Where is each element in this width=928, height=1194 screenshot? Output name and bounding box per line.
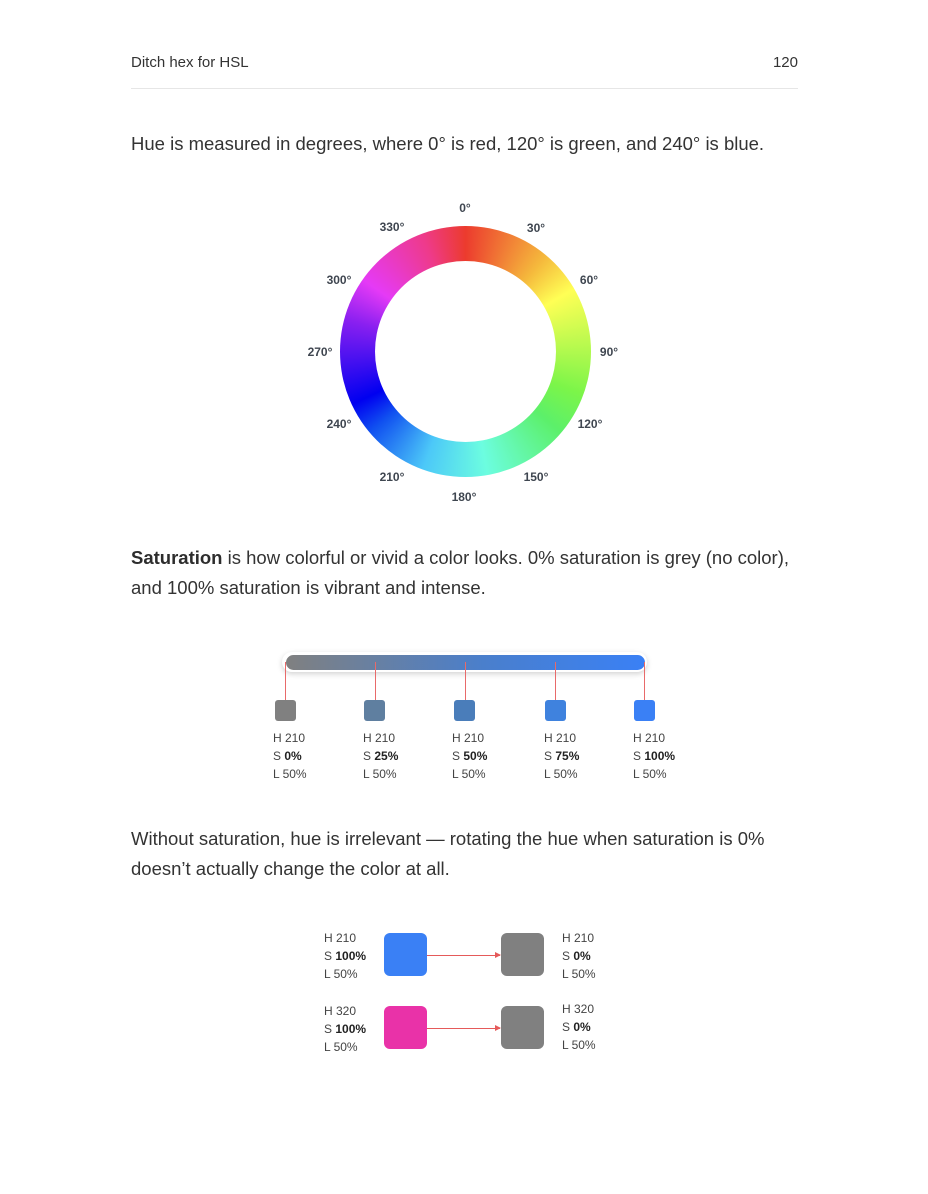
running-header-title: Ditch hex for HSL	[131, 54, 249, 71]
hue-value: H 210	[452, 731, 485, 745]
saturated-swatch	[384, 933, 427, 976]
lightness-value: L 50%	[633, 767, 667, 781]
hue-value: H 320	[562, 1002, 595, 1016]
saturation-value: S 50%	[452, 749, 488, 763]
hue-value: H 210	[544, 731, 577, 745]
hue-wheel-diagram	[300, 195, 630, 510]
hsl-label	[363, 729, 398, 783]
hue-label-300: 300°	[326, 273, 352, 287]
swatch-connector	[375, 662, 376, 700]
hue-label-30: 30°	[526, 221, 546, 235]
swatch-connector	[465, 662, 466, 700]
saturation-value: S 100%	[324, 1022, 367, 1036]
saturation-swatch-25	[364, 700, 385, 721]
hsl-label	[633, 729, 675, 783]
saturation-paragraph	[131, 543, 801, 603]
hue-label-60: 60°	[579, 273, 599, 287]
lightness-value: L 50%	[273, 767, 307, 781]
hue-value: H 210	[324, 931, 357, 945]
hue-label-120: 120°	[577, 417, 603, 431]
header-divider	[131, 88, 798, 89]
saturation-value: S 100%	[324, 949, 367, 963]
desaturated-swatch	[501, 933, 544, 976]
swatch-connector	[285, 662, 286, 700]
saturated-swatch	[384, 1006, 427, 1049]
saturation-term: Saturation	[131, 547, 223, 568]
saturation-value: S 100%	[633, 749, 676, 763]
saturation-value: S 0%	[562, 949, 591, 963]
desaturated-swatch	[501, 1006, 544, 1049]
swatch-connector	[644, 662, 645, 700]
hue-value: H 210	[363, 731, 396, 745]
saturation-description: is how colorful or vivid a color looks. 0% saturation is grey (no color), and 100% saturation is vibrant and intense.	[131, 547, 790, 598]
saturation-value: S 75%	[544, 749, 580, 763]
hsl-label	[324, 929, 366, 983]
hue-paragraph: Hue is measured in degrees, where 0° is red, 120° is green, and 240° is blue.	[131, 133, 765, 154]
swatch-connector	[555, 662, 556, 700]
saturation-swatch-75	[545, 700, 566, 721]
hue-label-90: 90°	[599, 345, 619, 359]
hsl-label	[273, 729, 307, 783]
hue-value: H 210	[633, 731, 666, 745]
hue-rotation-diagram	[320, 925, 620, 1060]
saturation-swatch-50	[454, 700, 475, 721]
hue-value: H 210	[562, 931, 595, 945]
hue-label-330: 330°	[379, 220, 405, 234]
hsl-label	[544, 729, 579, 783]
hue-value: H 320	[324, 1004, 357, 1018]
hsl-label	[324, 1002, 366, 1056]
hsl-label	[562, 1000, 596, 1054]
hue-label-180: 180°	[451, 490, 477, 504]
saturation-swatch-0	[275, 700, 296, 721]
hue-label-270: 270°	[307, 345, 333, 359]
hue-label-0: 0°	[459, 201, 471, 215]
without-saturation-paragraph: Without saturation, hue is irrelevant — rotating the hue when saturation is 0% doesn’t actually change the color at all.	[131, 828, 765, 879]
arrow-right-icon	[427, 955, 500, 956]
hue-ring-center	[375, 261, 556, 442]
lightness-value: L 50%	[562, 967, 596, 981]
hue-label-210: 210°	[379, 470, 405, 484]
lightness-value: L 50%	[324, 967, 358, 981]
hsl-label	[562, 929, 596, 983]
saturation-value: S 0%	[273, 749, 302, 763]
lightness-value: L 50%	[562, 1038, 596, 1052]
lightness-value: L 50%	[324, 1040, 358, 1054]
saturation-scale-diagram	[270, 650, 690, 790]
hue-value: H 210	[273, 731, 306, 745]
page-number: 120	[772, 54, 798, 71]
lightness-value: L 50%	[363, 767, 397, 781]
arrow-right-icon	[427, 1028, 500, 1029]
saturation-value: S 0%	[562, 1020, 591, 1034]
saturation-swatch-100	[634, 700, 655, 721]
lightness-value: L 50%	[452, 767, 486, 781]
hue-label-240: 240°	[326, 417, 352, 431]
lightness-value: L 50%	[544, 767, 578, 781]
hsl-label	[452, 729, 487, 783]
hue-label-150: 150°	[523, 470, 549, 484]
saturation-value: S 25%	[363, 749, 399, 763]
